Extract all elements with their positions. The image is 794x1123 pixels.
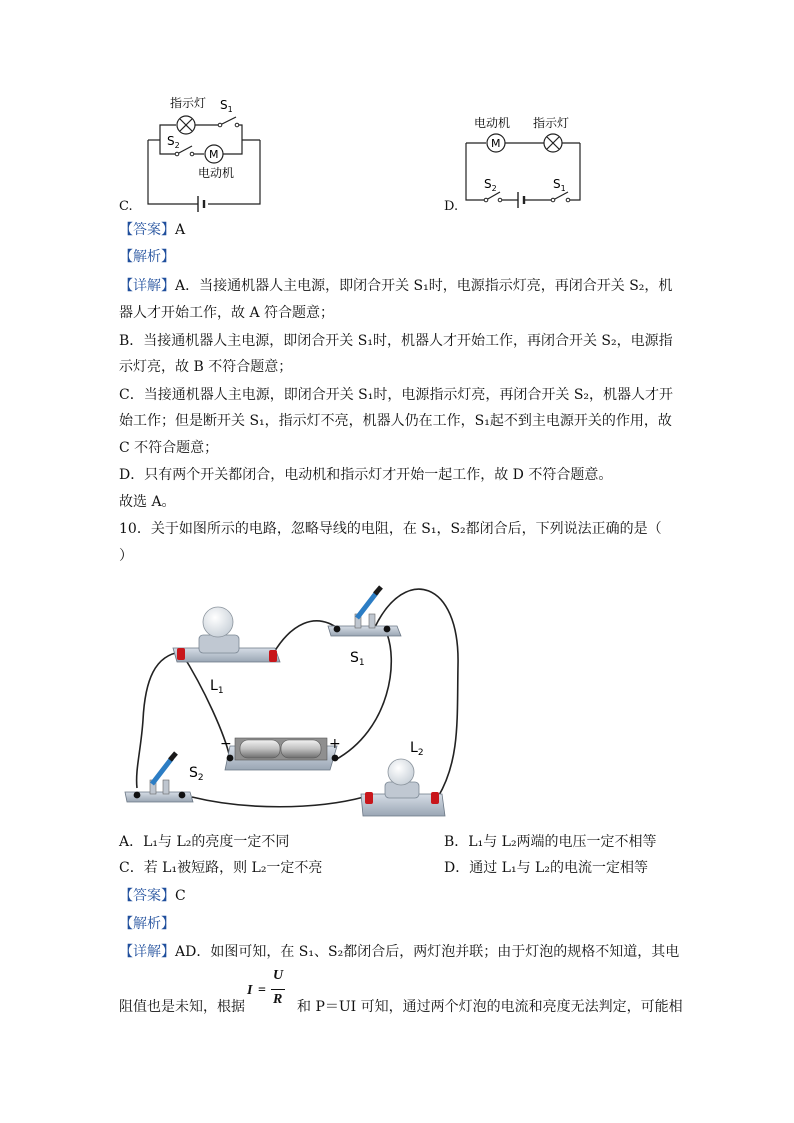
option-c: C．若 L₁被短路，则 L₂一定不亮 [119, 860, 323, 876]
q10-detail-line: 【详解】AD．如图可知，在 S₁、S₂都闭合后，两灯泡并联；由于灯泡的规格不知道，其电 [119, 944, 680, 960]
circuit-diagram-c [140, 92, 270, 212]
d-motor-label: 电动机 [474, 116, 511, 130]
l1-label: $L_1$ [210, 678, 224, 696]
q10-detail-line2: 阻值也是未知，根据 和 P＝UI 可知，通过两个灯泡的电流和亮度无法判定，可能相 [119, 999, 683, 1015]
d-s1-label: $S_1$ [553, 177, 566, 193]
l2-label: $L_2$ [410, 740, 424, 758]
q10-analysis-tag: 【解析】 [119, 916, 175, 932]
c-s2-label: $S_2$ [167, 134, 180, 150]
q9-text-line: 示灯亮，故 B 不符合题意； [119, 359, 293, 375]
q10-circuit-figure [115, 570, 465, 820]
option-d: D．通过 L₁与 L₂的电流一定相等 [444, 860, 648, 876]
q9-analysis-tag: 【解析】 [119, 249, 175, 265]
s1-label: $S_1$ [350, 650, 365, 668]
c-motor-symbol: M [209, 148, 219, 161]
d-motor-symbol: M [491, 137, 501, 150]
battery-plus-label: + [329, 736, 341, 752]
q10-stem-cont: ） [119, 548, 133, 564]
q9-text-line: 器人才开始工作，故 A 符合题意； [119, 305, 335, 321]
d-indicator-label: 指示灯 [533, 116, 570, 130]
ohm-law-formula: I = U R [247, 968, 284, 1007]
s2-label: $S_2$ [189, 765, 204, 783]
q9-text-line: B．当接通机器人主电源，即闭合开关 S₁时，机器人才开始工作，再闭合开关 S₂，电源指 [119, 333, 673, 349]
c-s1-label: $S_1$ [220, 98, 233, 114]
option-b: B．L₁与 L₂两端的电压一定不相等 [444, 834, 657, 850]
q9-text-line: C．当接通机器人主电源，即闭合开关 S₁时，电源指示灯亮，再闭合开关 S₂，机器人才开 [119, 387, 674, 403]
option-c-label: C. [119, 199, 133, 214]
q9-text-line: C 不符合题意； [119, 440, 219, 456]
battery-minus-label: − [220, 736, 232, 752]
q9-text-line: 故选 A。 [119, 494, 176, 510]
c-motor-label: 电动机 [198, 166, 235, 180]
q10-answer-line: 【答案】C [119, 888, 186, 904]
c-indicator-label: 指示灯 [170, 96, 207, 110]
q9-text-line: D．只有两个开关都闭合，电动机和指示灯才开始一起工作，故 D 不符合题意。 [119, 467, 613, 483]
d-s2-label: $S_2$ [484, 177, 497, 193]
q10-stem: 10．关于如图所示的电路，忽略导线的电阻，在 S₁，S₂都闭合后，下列说法正确的是（ [119, 521, 662, 537]
circuit-diagram-d [458, 110, 588, 210]
l2-bulb [388, 759, 414, 785]
q9-text-line: 始工作；但是断开关 S₁，指示灯不亮，机器人仍在工作，S₁起不到主电源开关的作用，故 [119, 413, 672, 429]
option-d-label: D. [444, 199, 459, 214]
q9-detail-line: 【详解】A．当接通机器人主电源，即闭合开关 S₁时，电源指示灯亮，再闭合开关 S₂，机 [119, 278, 673, 294]
q9-answer-line: 【答案】A [119, 222, 186, 238]
option-a: A．L₁与 L₂的亮度一定不同 [119, 834, 290, 850]
l1-bulb [203, 607, 233, 637]
